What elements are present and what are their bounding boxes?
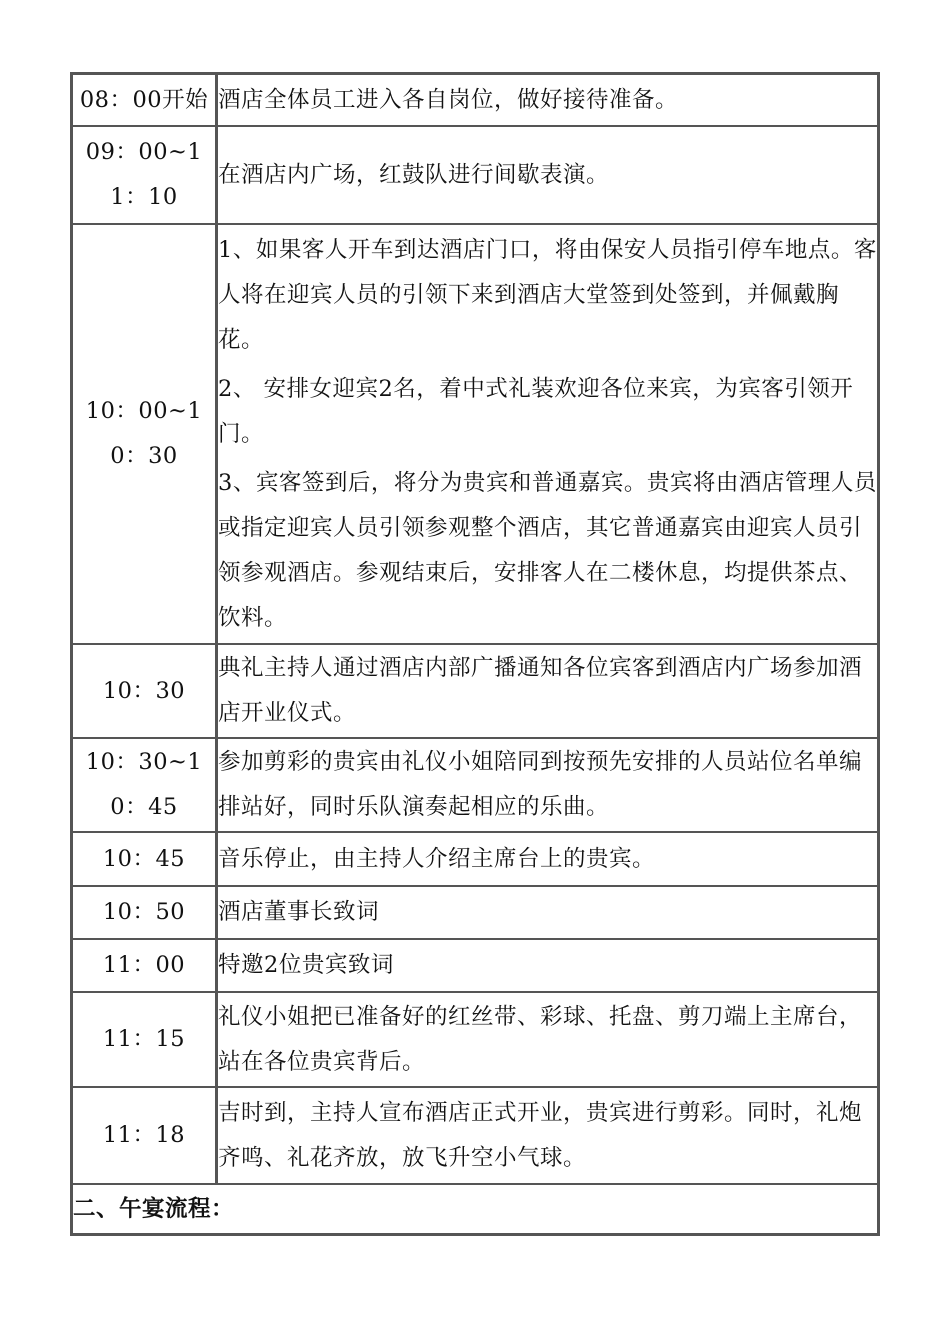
description-cell <box>218 127 877 225</box>
description-paragraph: 3、宾客签到后，将分为贵宾和普通嘉宾。贵宾将由酒店管理人员或指定迎宾人员引领参观整个酒店，其它普通嘉宾由迎宾人员引领参观酒店。参观结束后，安排客人在二楼休息，均提供茶点、饮料。 <box>218 469 877 631</box>
table-row <box>73 75 877 127</box>
time-cell: 10：00~10：30 <box>73 225 218 645</box>
description-paragraph: 2、 安排女迎宾2名，着中式礼装欢迎各位来宾，为宾客引领开门。 <box>218 375 854 447</box>
table-row <box>73 1088 877 1185</box>
description-text: 酒店全体员工进入各自岗位，做好接待准备。 <box>218 86 679 113</box>
time-cell: 09：00~11：10 <box>73 127 218 225</box>
time-cell: 08：00开始 <box>73 75 218 127</box>
description-text: 音乐停止，由主持人介绍主席台上的贵宾。 <box>218 845 656 872</box>
time-cell: 11：15 <box>73 993 218 1088</box>
description-cell <box>218 739 877 833</box>
description-cell <box>218 225 877 645</box>
time-cell: 11：00 <box>73 940 218 993</box>
table-row <box>73 739 877 833</box>
table-row <box>73 940 877 993</box>
description-text: 典礼主持人通过酒店内部广播通知各位宾客到酒店内广场参加酒店开业仪式。 <box>218 655 863 726</box>
description-text: 礼仪小姐把已准备好的红丝带、彩球、托盘、剪刀端上主席台，站在各位贵宾背后。 <box>218 1003 863 1075</box>
description-cell <box>218 887 877 940</box>
table-row <box>73 887 877 940</box>
section-heading-row <box>73 1185 877 1233</box>
description-cell <box>218 940 877 993</box>
table-row <box>73 225 877 645</box>
description-text: 吉时到，主持人宣布酒店正式开业，贵宾进行剪彩。同时，礼炮齐鸣、礼花齐放，放飞升空小气球。 <box>218 1099 863 1171</box>
description-text: 参加剪彩的贵宾由礼仪小姐陪同到按预先安排的人员站位名单编排站好，同时乐队演奏起相应的乐曲。 <box>218 749 863 820</box>
table-row <box>73 645 877 739</box>
section-heading: 二、午宴流程： <box>73 1195 235 1222</box>
description-cell <box>218 645 877 739</box>
description-cell <box>218 1088 877 1185</box>
description-cell <box>218 833 877 887</box>
schedule-table <box>70 72 880 1236</box>
table-row <box>73 833 877 887</box>
description-text: 特邀2位贵宾致词 <box>218 952 394 978</box>
table-row <box>73 127 877 225</box>
time-cell: 10：30 <box>73 645 218 739</box>
table-row <box>73 993 877 1088</box>
description-text: 在酒店内广场，红鼓队进行间歇表演。 <box>218 161 610 188</box>
time-cell: 10：50 <box>73 887 218 940</box>
description-text: 酒店董事长致词 <box>218 899 380 925</box>
time-cell: 10：30~10：45 <box>73 739 218 833</box>
description-cell <box>218 75 877 127</box>
description-cell <box>218 993 877 1088</box>
time-cell: 10：45 <box>73 833 218 887</box>
description-paragraph: 1、如果客人开车到达酒店门口，将由保安人员指引停车地点。客人将在迎宾人员的引领下来到酒店大堂签到处签到，并佩戴胸花。 <box>218 236 877 353</box>
document-page <box>70 72 880 1236</box>
time-cell: 11：18 <box>73 1088 218 1185</box>
